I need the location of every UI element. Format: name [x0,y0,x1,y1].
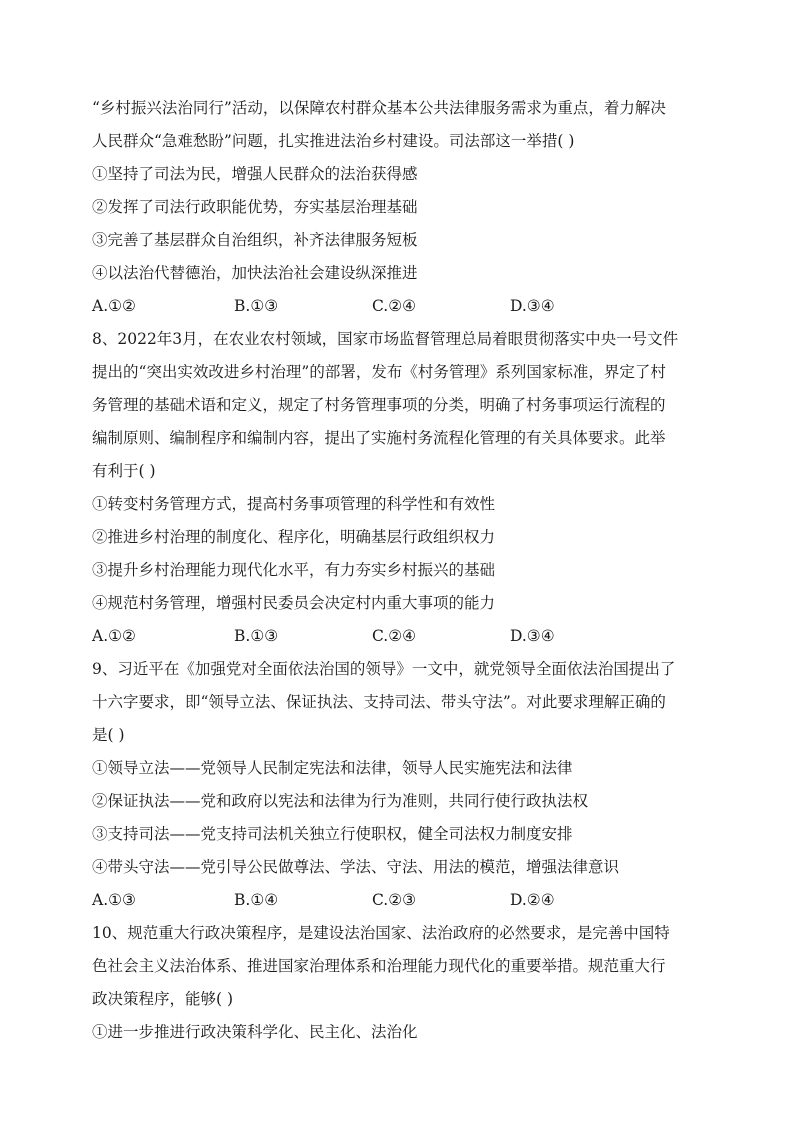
question-8-stem-line-2: 提出的“突出实效改进乡村治理”的部署，发布《村务管理》系列国家标准，界定了村 [92,363,666,381]
question-8-stem-line-5: 有利于( ) [92,462,156,480]
question-9 [92,653,707,917]
question-10-stem-line-3: 政决策程序，能够( ) [92,990,234,1008]
document-page [92,92,707,1049]
question-7-choice-c: C.②④ [372,297,417,315]
question-8-option-2: ②推进乡村治理的制度化、程序化，明确基层行政组织权力 [92,528,496,546]
question-9-option-3: ③支持司法——党支持司法机关独立行使职权，健全司法权力制度安排 [92,825,573,843]
question-9-stem-line-1: 9、习近平在《加强党对全面依法治国的领导》一文中，就党领导全面依法治国提出了 [92,660,676,678]
question-8-option-3: ③提升乡村治理能力现代化水平，有力夯实乡村振兴的基础 [92,561,496,579]
question-7-option-1: ①坚持了司法为民，增强人民群众的法治获得感 [92,165,418,183]
question-7-choice-b: B.①③ [234,297,279,315]
question-8-option-4: ④规范村务管理，增强村民委员会决定村内重大事项的能力 [92,594,496,612]
question-7-option-3: ③完善了基层群众自治组织，补齐法律服务短板 [92,231,418,249]
question-8-choices [92,620,707,653]
question-7-choice-a: A.①② [92,297,136,315]
question-7-choices [92,290,707,323]
question-9-choice-d: D.②④ [510,891,555,909]
question-7-choice-d: D.③④ [510,297,555,315]
question-9-choice-b: B.①④ [234,891,279,909]
question-9-choices [92,884,707,917]
question-9-choice-c: C.②③ [372,891,417,909]
question-7-option-2: ②发挥了司法行政职能优势，夯实基层治理基础 [92,198,418,216]
question-9-option-2: ②保证执法——党和政府以宪法和法律为行为准则，共同行使行政执法权 [92,792,589,810]
question-8-choice-d: D.③④ [510,627,555,645]
question-8-choice-b: B.①③ [234,627,279,645]
question-8-stem-line-3: 务管理的基础术语和定义，规定了村务管理事项的分类，明确了村务事项运行流程的 [92,396,666,414]
question-8-stem-line-4: 编制原则、编制程序和编制内容，提出了实施村务流程化管理的有关具体要求。此举 [92,429,666,447]
question-7-option-4: ④以法治代替德治，加快法治社会建设纵深推进 [92,264,418,282]
question-9-option-1: ①领导立法——党领导人民制定宪法和法律，领导人民实施宪法和法律 [92,759,573,777]
question-10-stem-line-2: 色社会主义法治体系、推进国家治理体系和治理能力现代化的重要举措。规范重大行 [92,957,666,975]
question-9-stem-line-3: 是( ) [92,726,125,744]
question-8-choice-a: A.①② [92,627,136,645]
question-7-stem-line-2: 人民群众“急难愁盼”问题，扎实推进法治乡村建设。司法部这一举措( ) [92,132,575,150]
question-9-stem-line-2: 十六字要求，即“领导立法、保证执法、支持司法、带头守法”。对此要求理解正确的 [92,693,666,711]
question-7 [92,92,707,323]
question-9-option-4: ④带头守法——党引导公民做尊法、学法、守法、用法的模范，增强法律意识 [92,858,620,876]
question-8 [92,323,707,653]
question-10-stem-line-1: 10、规范重大行政决策程序，是建设法治国家、法治政府的必然要求，是完善中国特 [92,924,670,942]
question-7-stem-line-1: “乡村振兴法治同行”活动，以保障农村群众基本公共法律服务需求为重点，着力解决 [92,99,666,117]
question-10 [92,917,707,1049]
question-10-option-1: ①进一步推进行政决策科学化、民主化、法治化 [92,1023,418,1041]
question-9-choice-a: A.①③ [92,891,136,909]
question-8-choice-c: C.②④ [372,627,417,645]
question-8-stem-line-1: 8、2022年3月，在农业农村领域，国家市场监督管理总局着眼贯彻落实中央一号文件 [92,330,679,348]
question-8-option-1: ①转变村务管理方式，提高村务事项管理的科学性和有效性 [92,495,496,513]
